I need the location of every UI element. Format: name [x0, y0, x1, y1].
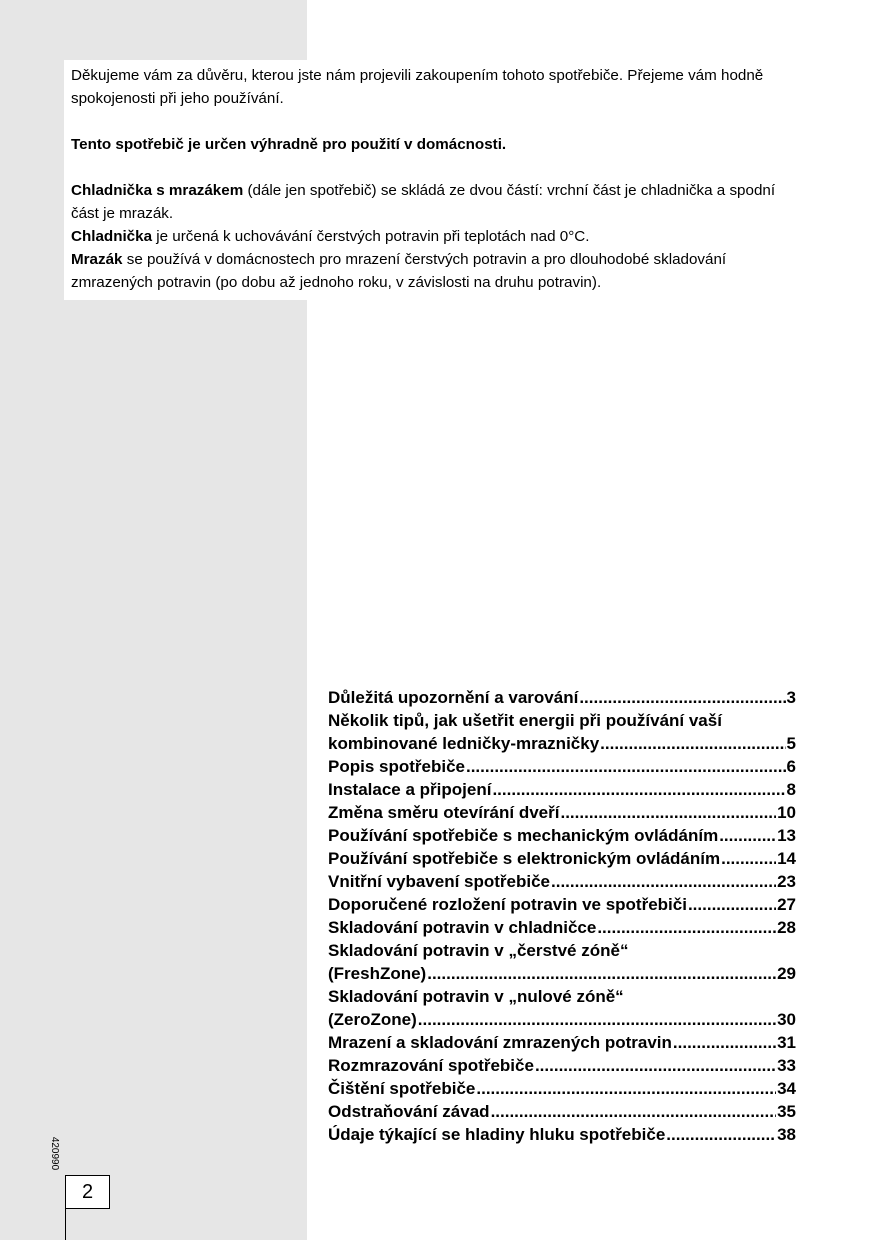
- toc-leader-dots: [427, 962, 776, 985]
- toc-entry-page: 27: [777, 895, 796, 914]
- toc-entry-page: 6: [786, 757, 796, 776]
- toc-entry-title: Důležitá upozornění a varování: [328, 688, 579, 707]
- toc-entry-title: (FreshZone): [328, 964, 427, 983]
- toc-leader-dots: [666, 1123, 776, 1146]
- toc-entry-title: Údaje týkající se hladiny hluku spotřebiče: [328, 1125, 666, 1144]
- toc-leader-dots: [476, 1077, 776, 1100]
- toc-entry-page: 14: [777, 849, 796, 868]
- toc-entry-page: 10: [777, 803, 796, 822]
- toc-entry: [328, 893, 796, 916]
- toc-entry: [328, 939, 796, 985]
- page-number-divider: [65, 1208, 66, 1240]
- toc-entry: [328, 778, 796, 801]
- toc-entry: [328, 1123, 796, 1146]
- toc-entry-page: 5: [786, 734, 796, 753]
- toc-entry-page: 31: [777, 1033, 796, 1052]
- toc-entry-title-line1: Skladování potravin v „čerstvé zóně“: [328, 941, 629, 960]
- toc-entry-page: 35: [777, 1102, 796, 1121]
- freezer-paragraph: Mrazák se používá v domácnostech pro mrazení čerstvých potravin a pro dlouhodobé skladování zmrazených potravin (po dobu až jednoho roku, v závislosti na druhu potravin).: [71, 251, 727, 291]
- toc-entry: [328, 870, 796, 893]
- toc-entry: [328, 1054, 796, 1077]
- toc-leader-dots: [721, 847, 776, 870]
- table-of-contents: [328, 686, 796, 1146]
- toc-leader-dots: [551, 870, 776, 893]
- toc-entry-title: Vnitřní vybavení spotřebiče: [328, 872, 551, 891]
- toc-leader-dots: [492, 778, 785, 801]
- toc-entry-title-line1: Skladování potravin v „nulové zóně“: [328, 987, 624, 1006]
- toc-entry-page: 30: [777, 1010, 796, 1029]
- toc-entry-title: Doporučené rozložení potravin ve spotřebiči: [328, 895, 687, 914]
- toc-entry: [328, 916, 796, 939]
- toc-entry-title: Používání spotřebiče s elektronickým ovládáním: [328, 849, 721, 868]
- toc-entry: [328, 709, 796, 755]
- toc-leader-dots: [466, 755, 786, 778]
- toc-entry-title: Instalace a připojení: [328, 780, 492, 799]
- toc-leader-dots: [600, 732, 785, 755]
- toc-leader-dots: [688, 893, 776, 916]
- combo-paragraph: Chladnička s mrazákem (dále jen spotřebič) se skládá ze dvou částí: vrchní část je chladnička a spodní část je mrazák.: [71, 182, 776, 222]
- toc-leader-dots: [491, 1100, 777, 1123]
- toc-entry-title: Skladování potravin v chladničce: [328, 918, 597, 937]
- toc-entry-page: 34: [777, 1079, 796, 1098]
- toc-leader-dots: [535, 1054, 776, 1077]
- toc-leader-dots: [597, 916, 776, 939]
- thanks-paragraph: Děkujeme vám za důvěru, kterou jste nám projevili zakoupením tohoto spotřebiče. Přejeme vám hodně spokojenosti při jeho používání.: [71, 67, 764, 107]
- toc-entry: [328, 1100, 796, 1123]
- toc-entry-title: Rozmrazování spotřebiče: [328, 1056, 534, 1075]
- toc-entry: [328, 824, 796, 847]
- document-code: 420990: [49, 1136, 61, 1171]
- toc-entry-page: 13: [777, 826, 796, 845]
- toc-entry-title: Změna směru otevírání dveří: [328, 803, 560, 822]
- toc-entry: [328, 755, 796, 778]
- toc-entry: [328, 686, 796, 709]
- toc-leader-dots: [579, 686, 785, 709]
- toc-entry-title: Mrazení a skladování zmrazených potravin: [328, 1033, 672, 1052]
- toc-entry: [328, 847, 796, 870]
- toc-entry-page: 8: [786, 780, 796, 799]
- toc-entry-title: Čištění spotřebiče: [328, 1079, 476, 1098]
- toc-entry-title: Popis spotřebiče: [328, 757, 465, 776]
- toc-entry-title: kombinované ledničky-mrazničky: [328, 734, 600, 753]
- toc-leader-dots: [418, 1008, 776, 1031]
- toc-entry-page: 28: [777, 918, 796, 937]
- household-notice: Tento spotřebič je určen výhradně pro použití v domácnosti.: [71, 136, 507, 153]
- toc-entry-page: 23: [777, 872, 796, 891]
- toc-entry-page: 29: [777, 964, 796, 983]
- toc-entry-title: Odstraňování závad: [328, 1102, 490, 1121]
- toc-entry-title: (ZeroZone): [328, 1010, 417, 1029]
- toc-entry-title: Používání spotřebiče s mechanickým ovládáním: [328, 826, 719, 845]
- toc-leader-dots: [560, 801, 776, 824]
- fridge-paragraph: Chladnička je určená k uchovávání čerstvých potravin při teplotách nad 0°C.: [71, 228, 590, 245]
- toc-entry: [328, 1031, 796, 1054]
- toc-leader-dots: [719, 824, 776, 847]
- toc-entry: [328, 985, 796, 1031]
- toc-entry-title-line1: Několik tipů, jak ušetřit energii při používání vaší: [328, 711, 722, 730]
- toc-entry: [328, 801, 796, 824]
- toc-entry-page: 38: [777, 1125, 796, 1144]
- toc-entry: [328, 1077, 796, 1100]
- toc-entry-page: 33: [777, 1056, 796, 1075]
- intro-text: [71, 64, 806, 294]
- page-number: 2: [65, 1175, 110, 1209]
- toc-entry-page: 3: [786, 688, 796, 707]
- toc-leader-dots: [673, 1031, 776, 1054]
